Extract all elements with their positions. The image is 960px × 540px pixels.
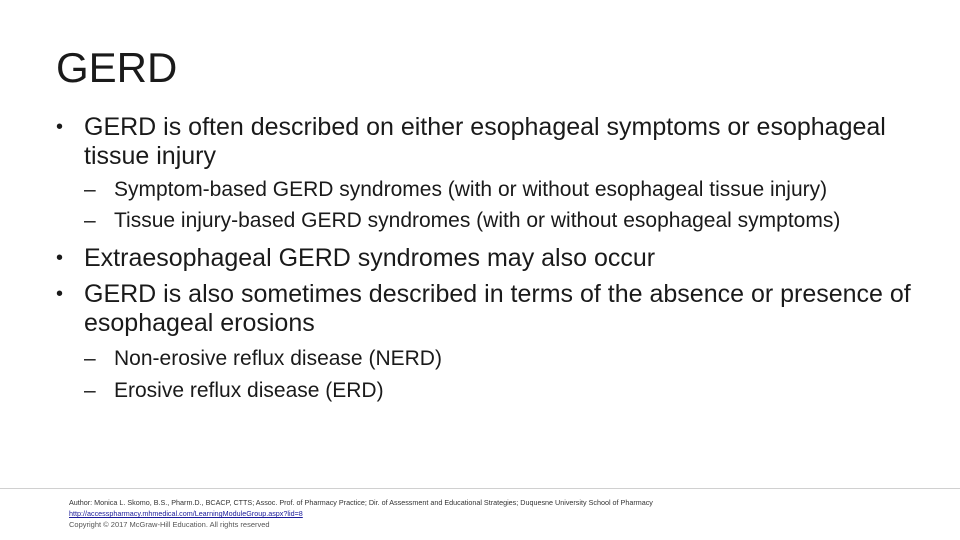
sub-bullet-item: [56, 208, 916, 233]
bullet-marker: •: [56, 116, 64, 138]
sub-bullet-text: Erosive reflux disease (ERD): [114, 379, 384, 402]
footer-copyright: Copyright © 2017 McGraw-Hill Education. All rights reserved: [69, 520, 270, 529]
bullet-text: Extraesophageal GERD syndromes may also occur: [84, 244, 656, 272]
slide-body: [56, 113, 916, 403]
sub-bullet-text: Non-erosive reflux disease (NERD): [114, 347, 442, 370]
sub-bullet-text: Symptom-based GERD syndromes (with or without esophageal tissue injury): [114, 178, 828, 201]
sub-bullet-text: Tissue injury-based GERD syndromes (with or without esophageal symptoms): [114, 209, 841, 232]
sub-bullet-item: [56, 177, 916, 202]
footer-link[interactable]: http://accesspharmacy.mhmedical.com/LearningModuleGroup.aspx?lid=8: [69, 509, 303, 518]
bullet-text: GERD is also sometimes described in terms of the absence or presence of esophageal erosions: [84, 280, 911, 337]
bullet-item: [56, 244, 916, 273]
bullet-item: [56, 113, 916, 171]
slide-title: GERD: [56, 44, 178, 91]
bullet-marker: •: [56, 247, 64, 269]
dash-marker: –: [84, 347, 96, 370]
bullet-text: GERD is often described on either esophageal symptoms or esophageal tissue injury: [84, 113, 886, 170]
sub-bullet-item: [56, 378, 916, 403]
footer: [69, 497, 929, 530]
footer-author: Author: Monica L. Skomo, B.S., Pharm.D., BCACP, CTTS; Assoc. Prof. of Pharmacy Practice; Dir. of Assessment and Educational Strategies; Duquesne University School of Pharmacy: [69, 498, 653, 507]
sub-bullet-item: [56, 346, 916, 371]
footer-divider: [0, 488, 960, 489]
bullet-marker: •: [56, 283, 64, 305]
dash-marker: –: [84, 379, 96, 402]
dash-marker: –: [84, 178, 96, 201]
dash-marker: –: [84, 209, 96, 232]
bullet-item: [56, 280, 916, 338]
